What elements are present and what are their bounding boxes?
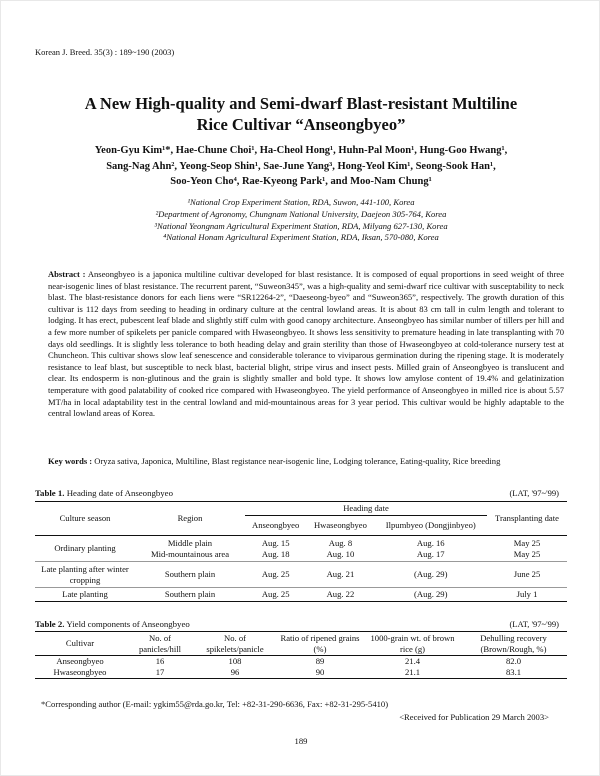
keywords-label: Key words : [48, 456, 93, 466]
table1-header-ilpum: Ilpumbyeo (Dongjinbyeo) [375, 516, 487, 536]
keywords [48, 456, 564, 466]
corresponding-author: *Corresponding author (E-mail: ygkim55@rda.go.kr, Tel: +82-31-290-6636, Fax: +82-31-295-5410) [41, 699, 389, 709]
table2-cell: 96 [230, 667, 240, 677]
table1-caption-text: Heading date of Anseongbyeo [64, 488, 173, 498]
table2-cell: 82.0 [505, 656, 522, 666]
table1-cell: Late planting [62, 589, 108, 600]
table2 [35, 631, 567, 679]
authors-line-3: Soo-Yeon Cho⁴, Rae-Kyeong Park¹, and Moo-Nam Chung¹ [170, 176, 432, 187]
authors-line-2: Sang-Nag Ahn², Yeong-Seop Shin¹, Sae-June Yang³, Hong-Yeol Kim¹, Seong-Sook Han¹, [106, 160, 496, 172]
table1-header-anseong: Anseongbyeo [245, 516, 306, 536]
affiliation-2: ²Department of Agronomy, Chungnam National University, Daejeon 305-764, Korea [155, 208, 447, 219]
table2-cell: 17 [155, 667, 165, 677]
table2-cell: 21.4 [404, 656, 421, 666]
journal-citation: Korean J. Breed. 35(3) : 189~190 (2003) [35, 47, 175, 57]
table1-cell: July 1 [516, 589, 538, 600]
table2-cell: 90 [315, 667, 325, 677]
table2-caption-text: Yield components of Anseongbyeo [64, 619, 190, 629]
table1-cell: Middle plain Mid-mountainous area [135, 536, 245, 562]
table1-cell: Aug. 16 Aug. 17 [375, 536, 487, 562]
paper-title [1, 93, 600, 135]
table1-unit: (LAT, '97~'99) [509, 488, 559, 498]
table2-cell: Anseongbyeo [56, 656, 104, 666]
table2-header-ripened: Ratio of ripened grains (%) [275, 632, 365, 656]
affiliation-1: ¹National Crop Experiment Station, RDA, Suwon, 441-100, Korea [187, 197, 415, 207]
table-row [35, 656, 567, 667]
table-row [35, 562, 567, 588]
table2-caption [35, 619, 190, 629]
table2-cell: 21.1 [404, 667, 421, 677]
abstract [48, 269, 564, 420]
table1-cell: May 25 May 25 [487, 536, 567, 562]
keywords-text: Oryza sativa, Japonica, Multiline, Blast registance near-isogenic line, Lodging tolerance, Eating-quality, Rice breeding [92, 456, 501, 466]
table2-header-spikelets: No. of spikelets/panicle [195, 632, 275, 656]
affiliations [1, 197, 600, 244]
table2-cell: 108 [228, 656, 242, 666]
table1-cell: Southern plain [164, 589, 216, 600]
table1-caption [35, 488, 173, 498]
table1-cell: Aug. 22 [326, 589, 355, 600]
table1-cell: June 25 [487, 562, 567, 588]
page-number: 189 [294, 736, 308, 746]
table-row [35, 667, 567, 679]
table2-header-cultivar: Cultivar [35, 632, 125, 656]
table2-header-dehulling: Dehulling recovery (Brown/Rough, %) [460, 632, 567, 656]
table1 [35, 501, 567, 602]
table1-cell: Late planting after winter cropping [35, 562, 135, 588]
table1-cell: (Aug. 29) [414, 589, 448, 600]
abstract-label: Abstract : [48, 269, 86, 279]
table2-cell: 89 [315, 656, 325, 666]
table1-cell: Aug. 15 Aug. 18 [245, 536, 306, 562]
table1-header-hwaseong: Hwaseongbyeo [306, 516, 374, 536]
table2-cell: Hwaseongbyeo [53, 667, 107, 677]
table1-caption-label: Table 1. [35, 488, 65, 498]
affiliation-4: ⁴National Honam Agricultural Experiment Station, RDA, Iksan, 570-080, Korea [163, 232, 439, 243]
table2-cell: 16 [155, 656, 165, 666]
table1-header-transplanting: Transplanting date [487, 502, 567, 536]
table-row [35, 588, 567, 602]
authors-line-1: Yeon-Gyu Kim¹*, Hae-Chune Choi¹, Ha-Cheol Hong¹, Huhn-Pal Moon¹, Hung-Goo Hwang¹, [94, 145, 508, 156]
table1-cell: Aug. 25 [245, 562, 306, 588]
table1-cell: Aug. 8 Aug. 10 [306, 536, 374, 562]
table1-header-culture: Culture season [35, 502, 135, 536]
table1-cell: (Aug. 29) [375, 562, 487, 588]
table1-header-region: Region [135, 502, 245, 536]
abstract-text: Anseongbyeo is a japonica multiline cultivar developed for blast resistance. It is composed of equal proportions in seed weight of three near-isogenic lines of blast resistance. The recurrent parent, “Suweon345”, was a high-quality and semi-dwarf rice cultivar with susceptability to neck blast. The blast-resistance donors for each liens were “SR12264-2”, “Daeseong-byeo” and “Suweon365”, respectively. The growth duration of this cultivar is 112 days from seeding to heading in ordinary culture at the central lowland areas. It is about 83 cm tall in culm length and tolerant to lodging. It has erect, pubescent leaf blade and slightly stiff culm with good canopy architecture. Anseongbyeo has similar number of tillers per hill and a few more number of spikelets per panicle compared with Hwaseongbyeo. It shows less sensitivity to premature heading in late transplanting with 70 days old seedlings. It is slightly less tolerance to both heading delay and grain sterility than those of Hwaseongbyeo at cold-tolerance nursery test at Chuncheon. This cultivar shows slow leaf senescence and considerable tolerance to viviparous germination during the ripening stage. It is moderately resistance to leaf blast, but susceptible to neck blast, bacterial blight, stripe virus and insect pests. Milled grain of Anseongbyeo is translucent and clear. Its endosperm is non-glutinous and the grain is slightly smaller and bold type. It shows low amylose content of 19.4% and gelatinization temperature with good palatability of cooked rice compared with Hwaseongbyeo. The yield performance of Anseongbyeo in milled rice is about 5.57 MT/ha in local adaptability test in the central lowland and mid-mountainous areas for 3 year period. This cultivar would be highly adaptable to the central lowland areas of Korea. [48, 269, 565, 419]
table2-header-grain-wt: 1000-grain wt. of brown rice (g) [365, 632, 460, 656]
table2-header-panicles: No. of panicles/hill [125, 632, 195, 656]
affiliation-3: ³National Yeongnam Agricultural Experiment Station, RDA, Milyang 627-130, Korea [154, 220, 448, 231]
table-row [35, 536, 567, 562]
table2-caption-label: Table 2. [35, 619, 65, 629]
table1-cell: Aug. 25 [261, 589, 290, 600]
received-date: <Received for Publication 29 March 2003> [399, 712, 549, 722]
author-list [63, 143, 539, 190]
table2-unit: (LAT, '97~'99) [509, 619, 559, 629]
table1-cell: Southern plain [135, 562, 245, 588]
table2-cell: 83.1 [505, 667, 522, 677]
table1-cell: Aug. 21 [306, 562, 374, 588]
title-line-1: A New High-quality and Semi-dwarf Blast-resistant Multiline [84, 94, 518, 113]
table1-cell: Ordinary planting [35, 536, 135, 562]
table1-header-heading: Heading date [245, 502, 487, 516]
title-line-2: Rice Cultivar “Anseongbyeo” [196, 115, 406, 134]
